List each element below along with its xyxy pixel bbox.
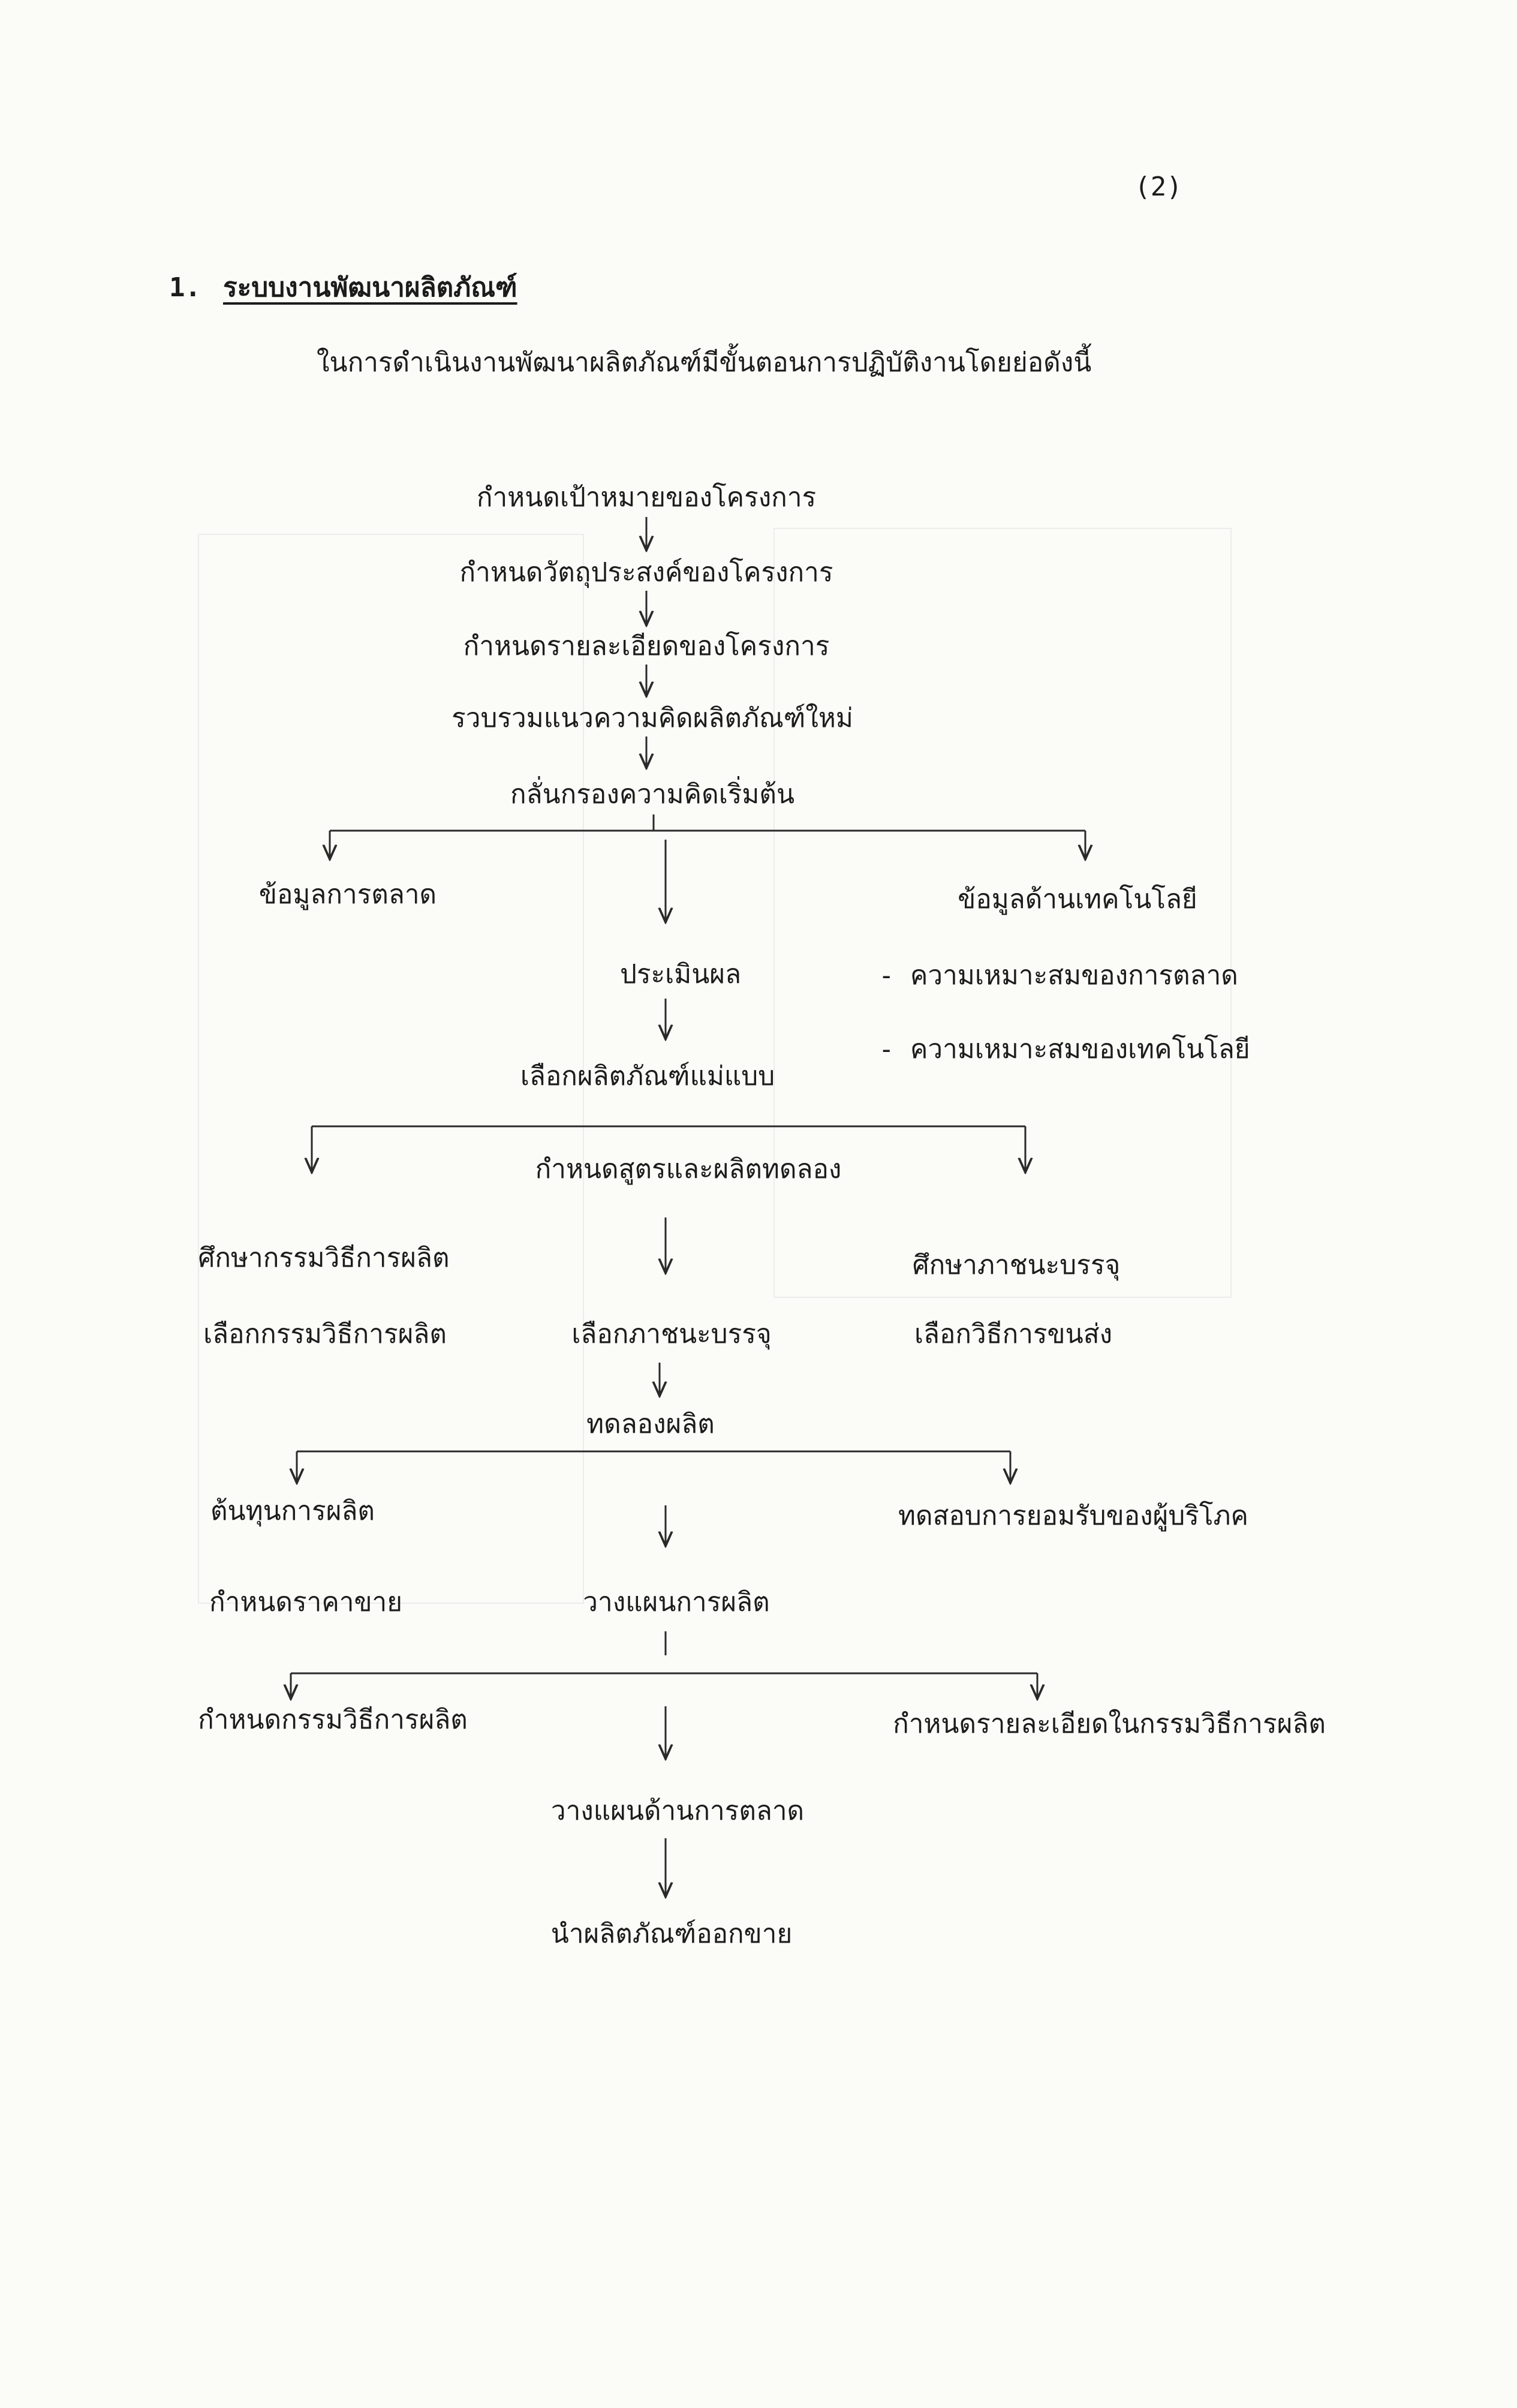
flow-marketing-plan: วางแผนด้านการตลาด — [550, 1796, 805, 1826]
page-number: (2) — [1134, 172, 1182, 202]
flow-consumer-test: ทดสอบการยอมรับของผู้บริโภค — [898, 1501, 1248, 1531]
flow-select-package: เลือกภาชนะบรรจุ — [571, 1319, 772, 1349]
flow-launch: นำผลิตภัณฑ์ออกขาย — [550, 1919, 793, 1949]
intro-paragraph: ในการดำเนินงานพัฒนาผลิตภัณฑ์มีขั้นตอนการปฏิบัติงานโดยย่อดังนี้ — [317, 347, 1092, 378]
section-title: ระบบงานพัฒนาผลิตภัณฑ์ — [223, 272, 517, 303]
flow-select-process: เลือกกรรมวิธีการผลิต — [203, 1319, 447, 1349]
flow-set-price: กำหนดราคาขาย — [209, 1587, 403, 1618]
flow-step-set-goal: กำหนดเป้าหมายของโครงการ — [476, 482, 817, 513]
flow-select-prototype: เลือกผลิตภัณฑ์แม่แบบ — [520, 1061, 775, 1092]
flow-study-process: ศึกษากรรมวิธีการผลิต — [198, 1243, 450, 1273]
flow-production-cost: ต้นทุนการผลิต — [210, 1496, 375, 1526]
flow-trial-production: ทดลองผลิต — [586, 1409, 715, 1439]
flow-step-set-details: กำหนดรายละเอียดของโครงการ — [463, 631, 830, 662]
flow-step-collect-ideas: รวบรวมแนวความคิดผลิตภัณฑ์ใหม่ — [452, 703, 853, 733]
flow-study-package: ศึกษาภาชนะบรรจุ — [912, 1250, 1121, 1280]
section-number: 1. — [169, 272, 201, 303]
flow-define-process: กำหนดกรรมวิธีการผลิต — [198, 1704, 468, 1735]
flow-marketing-info: ข้อมูลการตลาด — [258, 879, 437, 910]
flow-step-set-objective: กำหนดวัตถุประสงค์ของโครงการ — [459, 557, 833, 588]
flow-fit-market: - ความเหมาะสมของการตลาด — [878, 960, 1238, 991]
flow-formula-trial: กำหนดสูตรและผลิตทดลอง — [535, 1154, 842, 1185]
flow-select-transport: เลือกวิธีการขนส่ง — [914, 1319, 1113, 1349]
flow-evaluate: ประเมินผล — [619, 959, 742, 990]
flow-fit-tech: - ความเหมาะสมของเทคโนโลยี — [878, 1034, 1250, 1065]
flow-production-plan: วางแผนการผลิต — [583, 1587, 770, 1618]
flow-tech-info: ข้อมูลด้านเทคโนโลยี — [958, 884, 1197, 915]
flow-step-screen-ideas: กลั่นกรองความคิดเริ่มต้น — [510, 779, 795, 810]
flow-process-detail: กำหนดรายละเอียดในกรรมวิธีการผลิต — [893, 1709, 1326, 1739]
